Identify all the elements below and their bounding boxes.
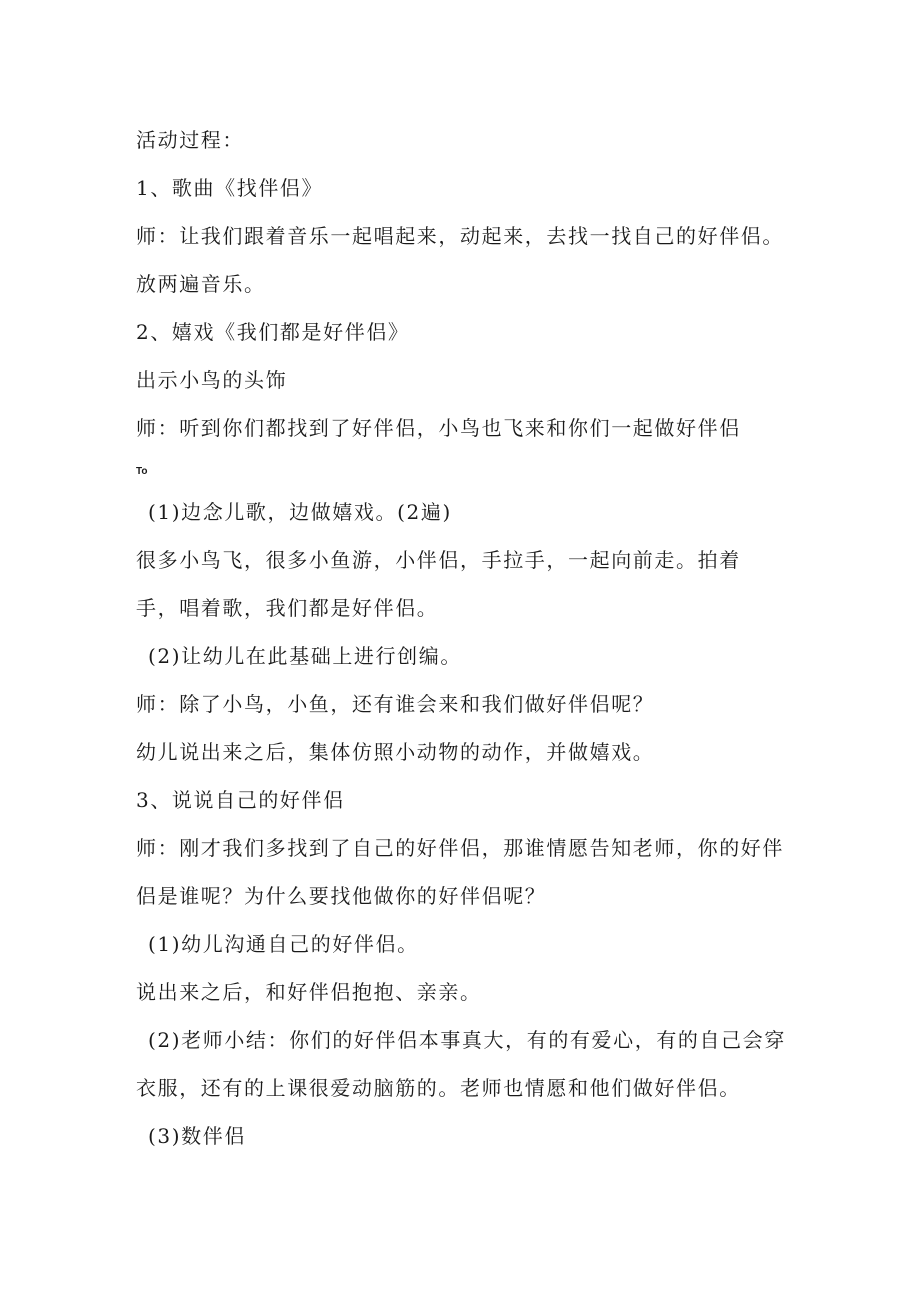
paragraph-line: 师：除了小鸟，小鱼，还有谁会来和我们做好伴侣呢？ [136, 692, 655, 716]
paragraph-line: 手，唱着歌，我们都是好伴侣。 [136, 596, 439, 620]
item-heading-game: 2、嬉戏《我们都是好伴侣》 [136, 320, 410, 344]
sub-item-line: (2)让幼儿在此基础上进行创编。 [148, 644, 462, 668]
paragraph-line: 师：听到你们都找到了好伴侣，小鸟也飞来和你们一起做好伴侣 [136, 416, 741, 440]
sub-item-line: (1)幼儿沟通自己的好伴侣。 [148, 932, 419, 956]
sub-item-line: (3)数伴侣 [148, 1124, 246, 1148]
paragraph-line: 侣是谁呢？为什么要找他做你的好伴侣呢？ [136, 884, 547, 908]
paragraph-line: 很多小鸟飞，很多小鱼游，小伴侣，手拉手，一起向前走。拍着 [136, 548, 741, 572]
paragraph-line: 衣服，还有的上课很爱动脑筋的。老师也情愿和他们做好伴侣。 [136, 1076, 741, 1100]
paragraph-line: 师：刚才我们多找到了自己的好伴侣，那谁情愿告知老师，你的好伴 [136, 836, 784, 860]
paragraph-line: 幼儿说出来之后，集体仿照小动物的动作，并做嬉戏。 [136, 740, 655, 764]
item-heading-talk-partner: 3、说说自己的好伴侣 [136, 788, 345, 812]
sub-item-line: (2)老师小结：你们的好伴侣本事真大，有的有爱心，有的自己会穿 [148, 1028, 786, 1052]
section-heading-activity-process: 活动过程： [136, 128, 244, 152]
paragraph-line: 说出来之后，和好伴侣抱抱、亲亲。 [136, 980, 482, 1004]
sub-item-line: (1)边念儿歌，边做嬉戏。(2遍) [148, 500, 452, 524]
stray-text: To [136, 466, 148, 477]
paragraph-line: 师：让我们跟着音乐一起唱起来，动起来，去找一找自己的好伴侣。 [136, 224, 784, 248]
paragraph-line: 放两遍音乐。 [136, 272, 266, 296]
item-heading-song: 1、歌曲《找伴侣》 [136, 176, 324, 200]
paragraph-line: 出示小鸟的头饰 [136, 368, 288, 392]
